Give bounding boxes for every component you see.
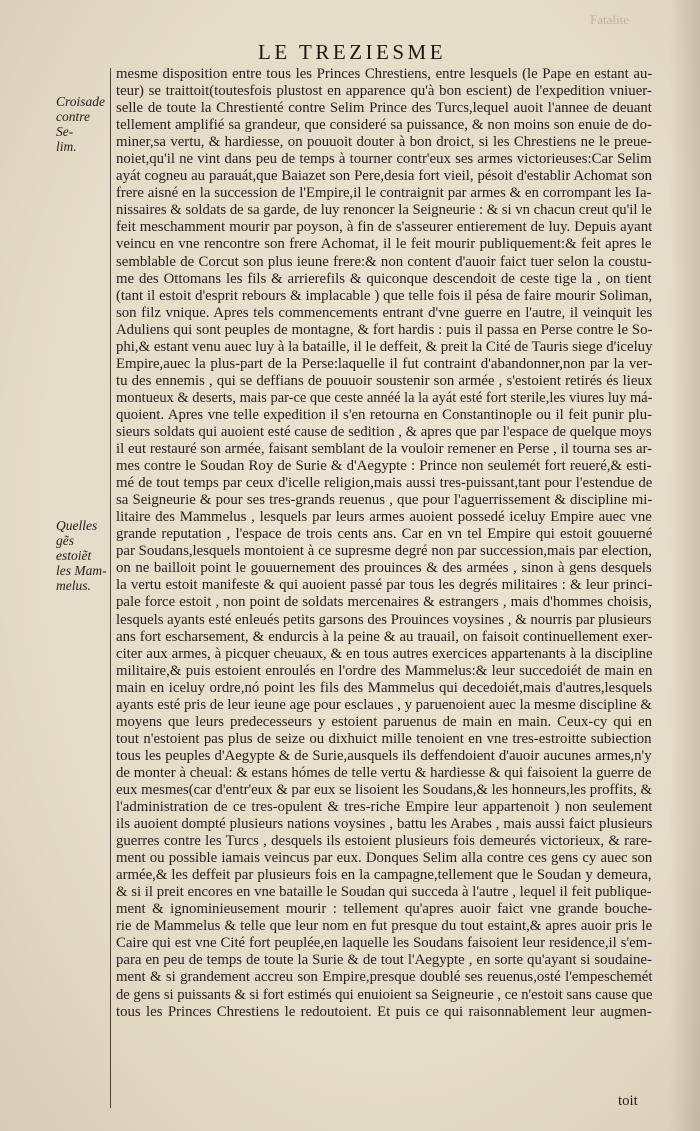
text-line: ans fort escharsement, & endurcis à la peine & au trauail, on faisoit continuellement exer-	[116, 628, 653, 645]
catchword: toit	[618, 1093, 638, 1109]
text-line: semblable de Corcut son plus ieune frere:& non content d'auoir faict tuer selon la coustu-	[116, 253, 652, 270]
text-line: phi,& estant venu auec luy à la bataille, il le deffeit, & preit la Cité de Tauris siege d'iceluy	[116, 338, 653, 355]
text-line: ment & ignominieusement mourir : tellement qu'apres auoir faict vne grande bouche-	[116, 901, 653, 918]
text-line: lesquels ayants esté enleués petits garsons des Prouinces voysines , & nourris par plusieurs	[116, 611, 652, 628]
text-line: mé de tout temps par ceux d'icelle religion,mais aussi tres-puissant,tant pour l'estendue de	[116, 475, 653, 492]
text-line: Empire,auec la plus-part de la Perse:laquelle il fut contraint d'abandonner,non par la ver-	[116, 355, 653, 372]
text-line: noiet,qu'il ne vint dans peu de temps à tourner contr'eux ses armes victorieuses:Car Selim	[116, 151, 652, 168]
text-line: par Soudans,lesquels montoient à ce supresme degré non par succession,mais par election,	[116, 543, 652, 560]
text-line: Aduliens qui sont peuples de montagne, & fort hardis : puis il passa en Perse contre le So-	[116, 321, 653, 338]
text-line: l'administration de ce tres-opulent & tres-riche Empire leur appartenoit ) non seulement	[116, 799, 653, 816]
margin-note-line: les Mam-	[56, 563, 107, 578]
bleed-through-text: Fatalite	[590, 12, 629, 27]
text-line: & si il preit encores en vne bataille le Soudan qui succeda à l'autre , lequel il feit publique-	[116, 884, 652, 901]
text-line: moyens que leurs predecesseurs y estoient paruenus de main en main. Ceux-cy qui en	[116, 713, 653, 730]
text-line: ment ou possible iamais veincus par eux. Donques Selim alla contre ces gens cy auec son	[116, 850, 653, 867]
text-line: citer aux armes, à picquer cheuaux, & en tous autres exercices appartenants à la discipline	[116, 645, 653, 662]
text-line: para en peu de temps de toute la Surie & de tout l'Aegypte , en sorte qu'ayant si soudaine-	[116, 952, 652, 969]
text-line: (tant il estoit d'esprit rebours & implacable ) que telle fois il pésa de faire mourir Soliman,	[116, 287, 653, 304]
text-line: guerres contre les Turcs , desquels ils estoient plusieurs fois demeurés victorieux, & rare-	[116, 833, 653, 850]
margin-rule	[110, 68, 111, 1108]
text-line: Caire qui est vne Cité fort peuplée,en laquelle les Soudans faisoient leur residence,il s'em-	[116, 935, 653, 952]
margin-note-line: gẽs estoiẽt	[56, 533, 92, 563]
text-line: mes contre le Soudan Roy de Surie & d'Aegypte : Prince non seulemét fort reueré,& esti-	[116, 458, 652, 475]
text-line: son filz vnique. Apres tels commencements entrant d'vne guerre en l'autre, il veinquit les	[116, 304, 653, 321]
text-line: tout n'estoient pas plus de seize ou dixhuict mille tenoient en vne tres-estroitte subiection	[116, 730, 652, 747]
text-line: frere aisné en la succession de l'Empire,il le contraignit par armes & en corrompant les Ia-	[116, 185, 652, 202]
margin-note-line: Croisade	[56, 94, 106, 109]
text-line: selle de toute la Chrestienté contre Selim Prince des Turcs,lequel auoit l'annee de deuant	[116, 100, 652, 117]
text-line: main en iceluy ordre,nó point les fils des Mammelus qui decedoiét,mais d'autres,lesquels	[116, 679, 653, 696]
text-line: de monter à cheual: & estans hómes de telle vertu & hardiesse & qui faisoient la guerre de	[116, 764, 652, 781]
text-line: tellement amplifié sa grandeur, que consideré sa puissance, & non moins son enuie de do-	[116, 117, 653, 134]
text-line: miner,sa vertu, & hardiesse, on pouuoit douter à bon droict, si les Chrestiens ne le preue-	[116, 134, 652, 151]
body-text	[116, 66, 652, 1021]
text-line: me des Ottomans les fils & arrierefils & quiconque descendoit de ceste tige la , on tient	[116, 270, 652, 287]
text-line: ils auoient dompté plusieurs nations voysines , battu les Arabes , mais aussi faict plusieurs	[116, 816, 653, 833]
text-line: litaire des Mammelus , lesquels par leurs armes auoient possedé iceluy Empire auec vne	[116, 509, 652, 526]
text-line: militaire,& puis estoient enroulés en l'ordre des Mammelus:& leur succedoiét de main en	[116, 662, 653, 679]
text-line: tu des ennemis , qui se deffians de pouuoir soustenir son armée , s'estoient retirés és lieux	[116, 372, 653, 389]
text-line: on ne bailloit point le gouuernement des prouinces & des armées , sinon à gens desquels	[116, 560, 652, 577]
text-line: armée,& les deffeit par plusieurs fois en la campagne,tellement que le Soudan y demeura,	[116, 867, 652, 884]
text-line: teur) se traittoit(toutesfois plustost en apparence qu'à bon escient) de l'expedition vniuer-	[116, 83, 652, 100]
text-line: ment & si grandement accreu son Empire,presque doublé ses reuenus,osté l'empeschemét	[116, 969, 653, 986]
text-line: eux mesmes(car d'entr'eux & par eux se lisoient les Soudans,& les honneurs,les proffits, &	[116, 781, 652, 798]
text-line: ayants esté pris de leur ieune age pour esclaues , y paruenoient auec la mesme discipline &	[116, 696, 652, 713]
text-line: la vertu estoit manifeste & qui auoient passé par tous les degrés militaires : & leur princi-	[116, 577, 653, 594]
text-line: tous les Princes Chrestiens le redoutoient. Et puis ce qui raisonnablement leur augmen-	[116, 1003, 652, 1020]
text-line: montueux & deserts, mais par-ce que ceste annéé la la ayát esté fort sterile,les viures luy má-	[116, 389, 653, 406]
text-line: tous les peuples d'Aegypte & de Surie,ausquels ils deffendoient d'auoir aucunes armes,n'y	[116, 747, 652, 764]
text-line: sieurs soldats qui auoient esté cause de sedition , & apres que par l'espace de quelque moys	[116, 423, 652, 440]
page-edge-shadow	[670, 0, 700, 1131]
margin-note	[56, 518, 110, 593]
text-line: veincu en vne rencontre son frere Achomat, il le feit mourir publiquement:& feit apres le	[116, 236, 652, 253]
margin-note-line: contre Se-	[56, 109, 90, 139]
text-line: rie de Mammelus & telle que leur nom en fut presque du tout estaint,& apres auoir pris le	[116, 918, 653, 935]
margin-note	[56, 94, 110, 154]
margin-note-line: melus.	[56, 578, 91, 593]
text-line: feit meschamment mourir par poyson, à fin de s'asseurer entierement de luy. Depuis ayant	[116, 219, 653, 236]
text-line: pale force estoit , non point de soldats mercenaires & estrangers , mais d'hommes choisis,	[116, 594, 652, 611]
text-line: sa Seigneurie & pour ses tres-grands reuenus , que pour l'aguerrissement & discipline mi-	[116, 492, 653, 509]
text-line: ayát cogneu au parauát,que Baiazet son Pere,desia fort vieil, pésoit d'establir Achomat son	[116, 168, 652, 185]
text-line: nissaires & soldats de sa garde, de luy renoncer la Seigneurie : & si vn chacun creut qu'il le	[116, 202, 652, 219]
margin-note-line: Quelles	[56, 518, 98, 533]
margin-note-line: lim.	[56, 139, 77, 154]
text-line: mesme disposition entre tous les Princes Chrestiens, entre lesquels (le Pape en estant au-	[116, 66, 653, 82]
running-head: LE TREZIESME	[258, 40, 447, 64]
text-line: grande reputation , l'espace de trois cents ans. Car en vn tel Empire qui estoit gouuerné	[116, 526, 653, 543]
text-line: de gens si puissants & si fort estimés qui enuioient sa Seigneurie , ce n'estoit sans cause que	[116, 986, 653, 1003]
text-line: quoient. Apres vne telle expedition il s'en retourna en Constantinople ou il feit punir plu-	[116, 406, 653, 423]
text-line: il eut restauré son armée, faisant semblant de la vouloir remener en Perse , il tourna ses ar-	[116, 441, 653, 458]
